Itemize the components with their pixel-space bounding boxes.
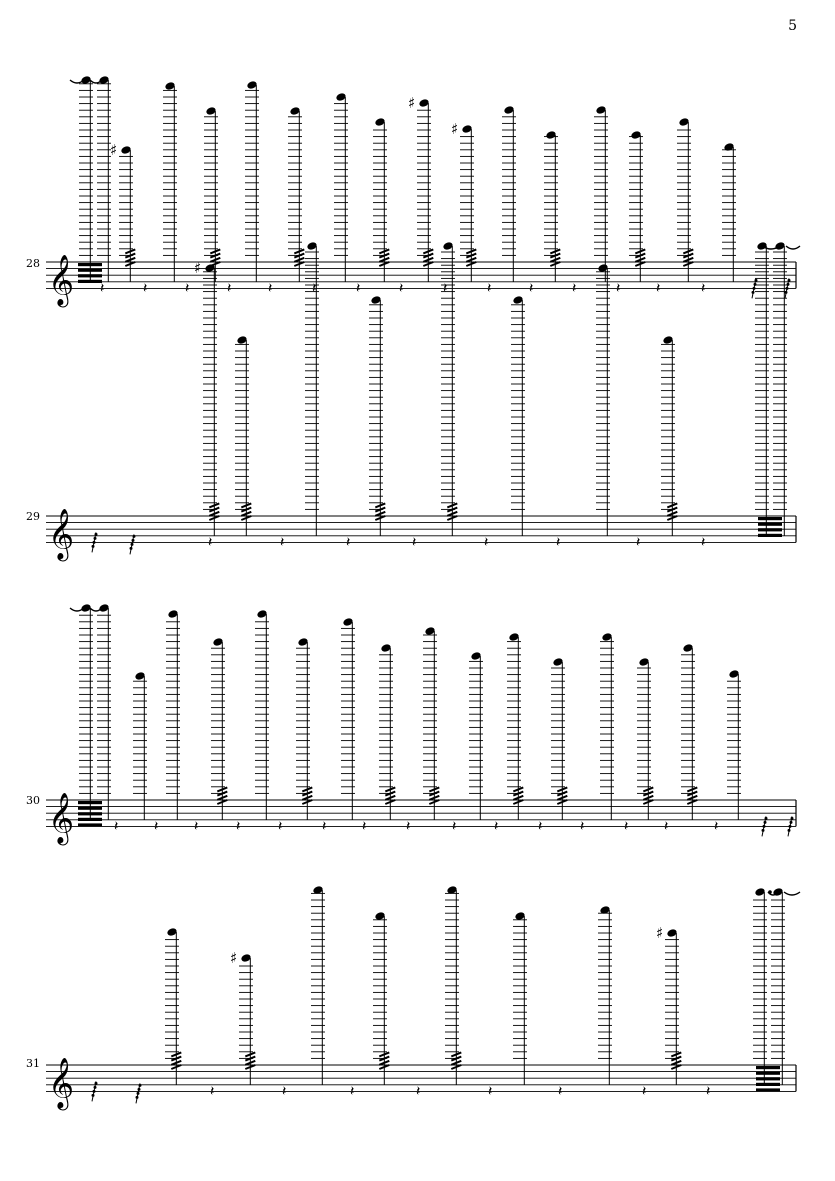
- sharp-accidental: ♯: [230, 949, 238, 967]
- note: [379, 643, 395, 820]
- quarter-rest: 𝄽: [616, 280, 621, 297]
- rest-dot: [133, 535, 136, 538]
- quarter-rest: 𝄽: [714, 818, 719, 835]
- note: [656, 924, 681, 1085]
- note: [408, 94, 433, 282]
- note: [637, 657, 653, 820]
- beam-block: [758, 517, 782, 537]
- quarter-rest: 𝄽: [642, 1083, 647, 1100]
- note: [341, 617, 355, 820]
- note: [722, 142, 736, 282]
- note: [373, 911, 389, 1085]
- rest-dot: [765, 817, 768, 820]
- treble-clef: 𝄞: [48, 508, 75, 560]
- note: [423, 626, 439, 820]
- staff: [46, 508, 796, 561]
- quarter-rest: 𝄽: [558, 1083, 563, 1100]
- treble-clef: 𝄞: [48, 254, 75, 306]
- quarter-rest: 𝄽: [529, 280, 534, 297]
- staff: [46, 1057, 796, 1110]
- measure-number: 28: [26, 257, 40, 270]
- quarter-rest: 𝄽: [399, 280, 404, 297]
- staff: [46, 792, 796, 845]
- note: [445, 885, 461, 1085]
- quarter-rest: 𝄽: [236, 818, 241, 835]
- quarter-rest: 𝄽: [268, 280, 273, 297]
- note: [596, 263, 610, 536]
- note: [163, 81, 177, 282]
- measure-number: 29: [26, 510, 40, 523]
- note: [598, 905, 612, 1085]
- rest-dot: [93, 1090, 96, 1093]
- note: [551, 657, 567, 820]
- quarter-rest: 𝄽: [487, 280, 492, 297]
- quarter-rest: 𝄽: [210, 1083, 215, 1100]
- note: [296, 637, 312, 820]
- rest-dot: [138, 1088, 141, 1091]
- note: [255, 609, 269, 820]
- beam: [756, 1066, 780, 1069]
- note: [230, 949, 255, 1085]
- note: [507, 632, 523, 820]
- quarter-rest: 𝄽: [322, 818, 327, 835]
- note: [771, 887, 785, 1085]
- quarter-rest: 𝄽: [227, 280, 232, 297]
- note: [204, 106, 220, 282]
- note: [451, 120, 476, 282]
- rest-dot: [764, 821, 767, 824]
- quarter-rest: 𝄽: [656, 280, 661, 297]
- rest-dot: [786, 287, 789, 290]
- rest-dot: [92, 1094, 95, 1097]
- note: [502, 105, 516, 282]
- rest-dot: [789, 825, 792, 828]
- quarter-rest: 𝄽: [280, 534, 285, 551]
- beam: [756, 1072, 780, 1075]
- quarter-rest: 𝄽: [282, 1083, 287, 1100]
- beam: [758, 528, 782, 531]
- rest-dot: [131, 543, 134, 546]
- note: [661, 335, 677, 536]
- beam: [758, 534, 782, 537]
- quarter-rest: 𝄽: [452, 818, 457, 835]
- quarter-rest: 𝄽: [346, 534, 351, 551]
- note: [334, 92, 348, 282]
- rest-dot: [95, 533, 98, 536]
- beam: [78, 823, 102, 826]
- rest-dot: [788, 279, 791, 282]
- note: [727, 669, 741, 820]
- quarter-rest: 𝄽: [100, 280, 105, 297]
- note: [544, 130, 560, 282]
- sharp-accidental: ♯: [110, 141, 118, 159]
- note: [245, 80, 259, 282]
- measure-number: 30: [26, 794, 40, 807]
- rest-dot: [791, 817, 794, 820]
- treble-clef: 𝄞: [48, 792, 75, 844]
- quarter-rest: 𝄽: [580, 818, 585, 835]
- beam: [756, 1088, 780, 1091]
- tie: [786, 246, 800, 249]
- quarter-rest: 𝄽: [143, 280, 148, 297]
- note: [110, 141, 135, 282]
- rest-dot: [752, 291, 755, 294]
- quarter-rest: 𝄽: [706, 1083, 711, 1100]
- quarter-rest: 𝄽: [416, 1083, 421, 1100]
- rest-dot: [136, 1096, 139, 1099]
- quarter-rest: 𝄽: [350, 1083, 355, 1100]
- quarter-rest: 𝄽: [443, 280, 448, 297]
- note: [513, 911, 527, 1085]
- note: [211, 637, 227, 820]
- staff: [46, 254, 796, 307]
- rest-dot: [753, 287, 756, 290]
- quarter-rest: 𝄽: [154, 818, 159, 835]
- quarter-rest: 𝄽: [185, 280, 190, 297]
- rest-dot: [132, 539, 135, 542]
- note: [511, 295, 525, 536]
- note: [235, 335, 251, 536]
- note: [194, 259, 219, 536]
- note: [755, 241, 769, 536]
- note: [373, 117, 389, 282]
- quarter-rest: 𝄽: [484, 534, 489, 551]
- rest-dot: [95, 1082, 98, 1085]
- note: [594, 105, 608, 282]
- sharp-accidental: ♯: [194, 259, 202, 277]
- note: [677, 117, 693, 282]
- quarter-rest: 𝄽: [494, 818, 499, 835]
- note: [166, 609, 180, 820]
- beam: [758, 523, 782, 526]
- note: [288, 106, 304, 282]
- quarter-rest: 𝄽: [356, 280, 361, 297]
- note: [79, 603, 93, 820]
- rest-dot: [94, 537, 97, 540]
- short-rest: [136, 1083, 142, 1103]
- quarter-rest: 𝄽: [312, 280, 317, 297]
- rest-dot: [755, 279, 758, 282]
- quarter-rest: 𝄽: [278, 818, 283, 835]
- quarter-rest: 𝄽: [701, 280, 706, 297]
- note: [305, 241, 319, 536]
- quarter-rest: 𝄽: [412, 534, 417, 551]
- beam: [756, 1083, 780, 1086]
- note: [469, 651, 483, 820]
- tie: [784, 892, 800, 895]
- quarter-rest: 𝄽: [208, 534, 213, 551]
- rest-dot: [788, 829, 791, 832]
- page-number: 5: [788, 18, 797, 34]
- rest-dot: [763, 825, 766, 828]
- rest-dot: [139, 1084, 142, 1087]
- beam: [758, 517, 782, 520]
- sharp-accidental: ♯: [656, 924, 664, 942]
- note: [629, 130, 645, 282]
- measure-number: 31: [26, 1057, 40, 1070]
- note: [311, 885, 325, 1085]
- short-rest: [130, 534, 136, 554]
- quarter-rest: 𝄽: [664, 818, 669, 835]
- rest-dot: [790, 821, 793, 824]
- quarter-rest: 𝄽: [194, 818, 199, 835]
- quarter-rest: 𝄽: [701, 534, 706, 551]
- rest-dot: [93, 541, 96, 544]
- note: [753, 887, 772, 1085]
- sharp-accidental: ♯: [451, 120, 459, 138]
- rest-dot: [94, 1086, 97, 1089]
- rest-dot: [130, 547, 133, 550]
- sharp-accidental: ♯: [408, 94, 416, 112]
- quarter-rest: 𝄽: [538, 818, 543, 835]
- rest-dot: [137, 1092, 140, 1095]
- rest-dot: [762, 829, 765, 832]
- beam-block: [756, 1066, 780, 1092]
- rest-dot: [92, 545, 95, 548]
- treble-clef: 𝄞: [48, 1057, 75, 1109]
- note: [79, 75, 93, 282]
- quarter-rest: 𝄽: [624, 818, 629, 835]
- note: [97, 603, 111, 820]
- note: [165, 927, 181, 1085]
- note: [133, 671, 147, 820]
- note: [773, 241, 787, 536]
- note: [97, 75, 111, 282]
- quarter-rest: 𝄽: [114, 818, 119, 835]
- quarter-rest: 𝄽: [556, 534, 561, 551]
- note: [369, 295, 385, 536]
- beam: [756, 1077, 780, 1080]
- note: [441, 241, 457, 536]
- note: [681, 643, 697, 820]
- note: [600, 632, 614, 820]
- quarter-rest: 𝄽: [406, 818, 411, 835]
- quarter-rest: 𝄽: [488, 1083, 493, 1100]
- quarter-rest: 𝄽: [636, 534, 641, 551]
- quarter-rest: 𝄽: [362, 818, 367, 835]
- quarter-rest: 𝄽: [572, 280, 577, 297]
